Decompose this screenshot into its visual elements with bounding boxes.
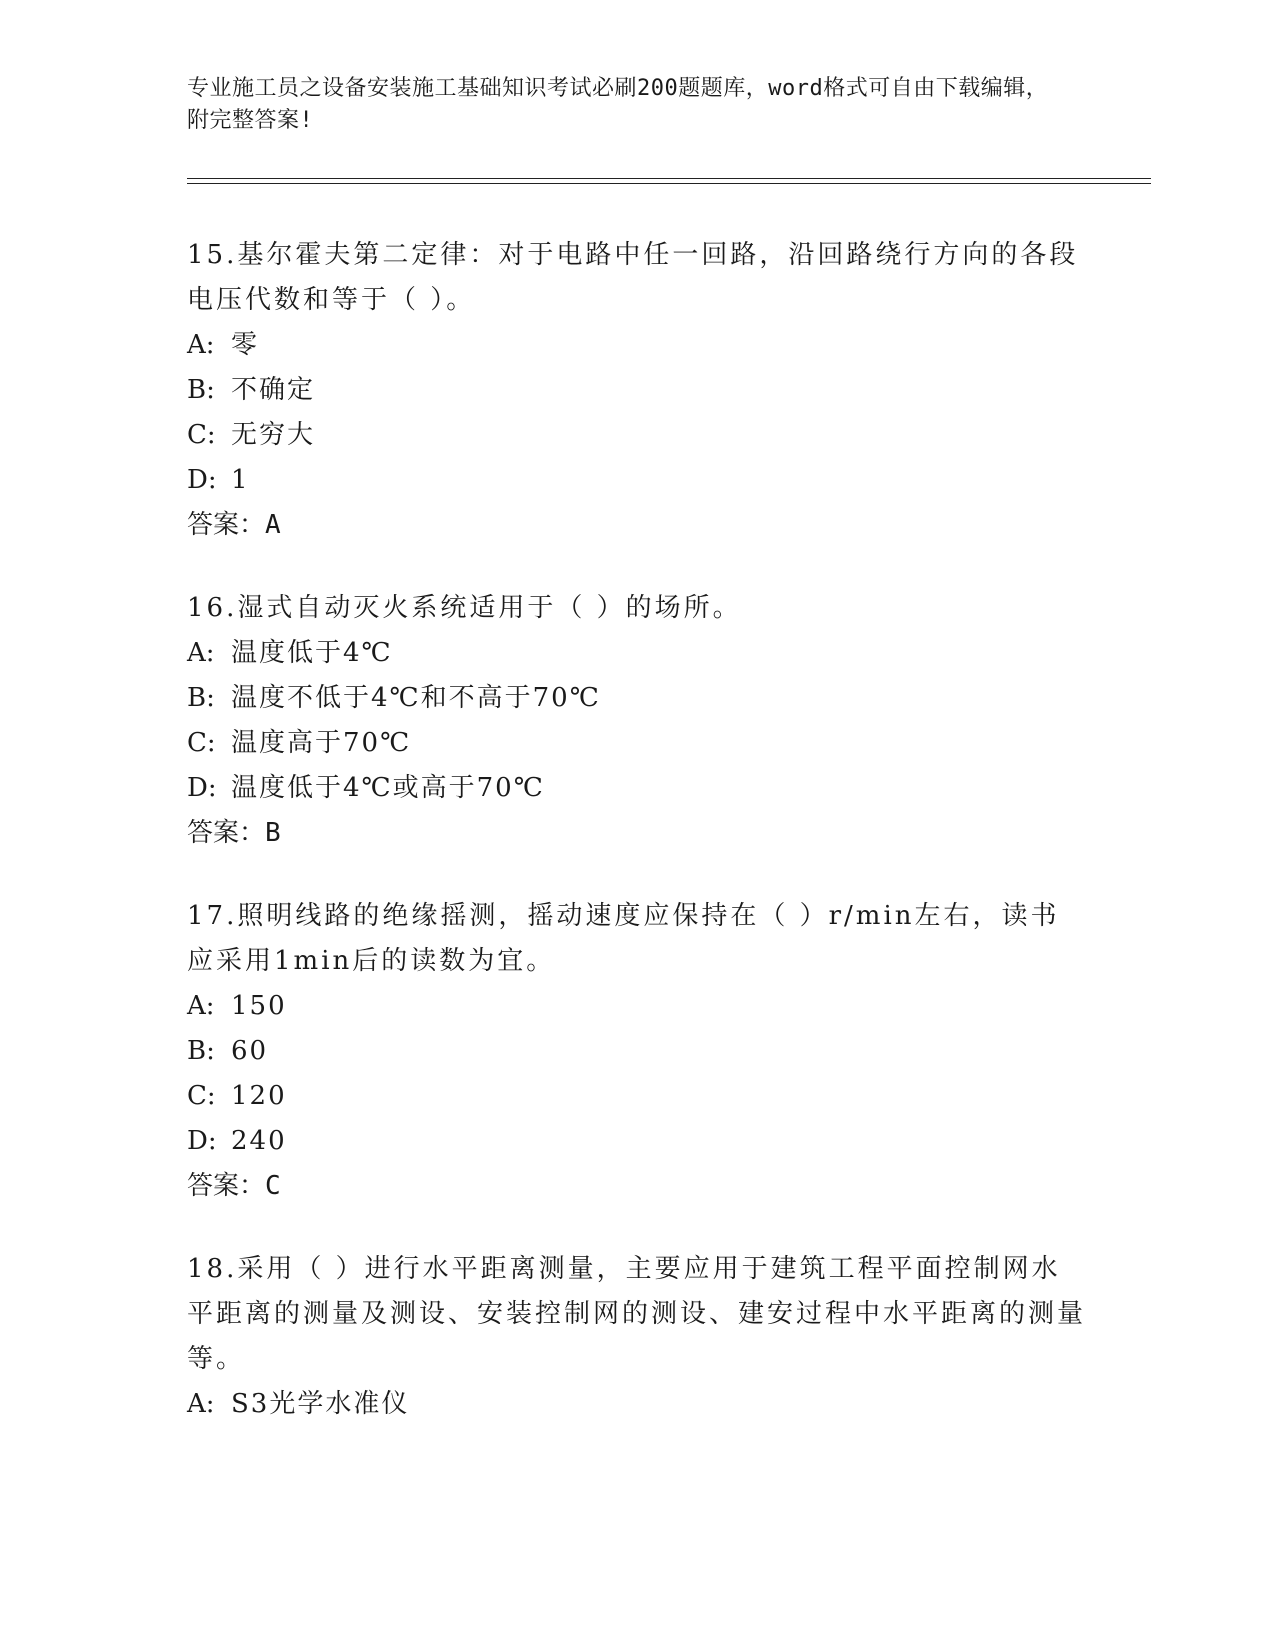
option-text: 120 (231, 1081, 287, 1111)
option-d (187, 1119, 1087, 1164)
option-label: D: (187, 1126, 217, 1156)
question-17 (187, 894, 1087, 1209)
question-15 (187, 233, 1087, 548)
option-label: A: (187, 1389, 215, 1419)
option-text: 240 (231, 1126, 287, 1156)
question-list (187, 233, 1087, 1465)
option-label: A: (187, 330, 215, 360)
question-text: 17.照明线路的绝缘摇测，摇动速度应保持在（ ）r/min左右，读书应采用1min后的读数为宜。 (187, 901, 1060, 976)
question-text: 15.基尔霍夫第二定律：对于电路中任一回路，沿回路绕行方向的各段电压代数和等于（ ）。 (187, 240, 1079, 315)
answer-line: 答案：A (187, 510, 281, 540)
option-label: B: (187, 375, 215, 405)
option-text: 无穷大 (231, 420, 316, 450)
option-a (187, 631, 1087, 676)
option-label: B: (187, 683, 215, 713)
option-text: 温度高于70℃ (231, 728, 412, 758)
option-b (187, 368, 1087, 413)
option-d (187, 766, 1087, 811)
option-text: 150 (231, 991, 287, 1021)
option-text: 温度低于4℃ (231, 638, 393, 668)
option-label: C: (187, 728, 216, 758)
question-18 (187, 1247, 1087, 1427)
option-text: 1 (231, 465, 250, 495)
option-b (187, 676, 1087, 721)
option-a (187, 323, 1087, 368)
option-b (187, 1029, 1087, 1074)
header-title: 专业施工员之设备安装施工基础知识考试必刷200题题库，word格式可自由下载编辑，附完整答案! (187, 76, 1049, 133)
option-label: D: (187, 773, 217, 803)
option-label: C: (187, 1081, 216, 1111)
option-label: A: (187, 638, 215, 668)
option-c (187, 1074, 1087, 1119)
option-label: C: (187, 420, 216, 450)
question-16 (187, 586, 1087, 856)
question-text: 18.采用（ ）进行水平距离测量，主要应用于建筑工程平面控制网水平距离的测量及测设、安装控制网的测设、建安过程中水平距离的测量等。 (187, 1254, 1087, 1374)
document-header (187, 73, 1067, 137)
option-text: S3光学水准仪 (231, 1389, 410, 1419)
option-a (187, 1382, 1087, 1427)
option-text: 零 (231, 330, 260, 360)
option-d (187, 458, 1087, 503)
option-text: 温度不低于4℃和不高于70℃ (231, 683, 601, 713)
answer-line: 答案：B (187, 818, 281, 848)
option-label: A: (187, 991, 215, 1021)
option-c (187, 413, 1087, 458)
answer-line: 答案：C (187, 1171, 281, 1201)
option-label: B: (187, 1036, 215, 1066)
option-text: 60 (231, 1036, 269, 1066)
header-divider (187, 178, 1151, 184)
option-c (187, 721, 1087, 766)
question-text: 16.湿式自动灭火系统适用于（ ）的场所。 (187, 593, 742, 623)
option-text: 温度低于4℃或高于70℃ (231, 773, 545, 803)
option-label: D: (187, 465, 217, 495)
option-text: 不确定 (231, 375, 316, 405)
option-a (187, 984, 1087, 1029)
